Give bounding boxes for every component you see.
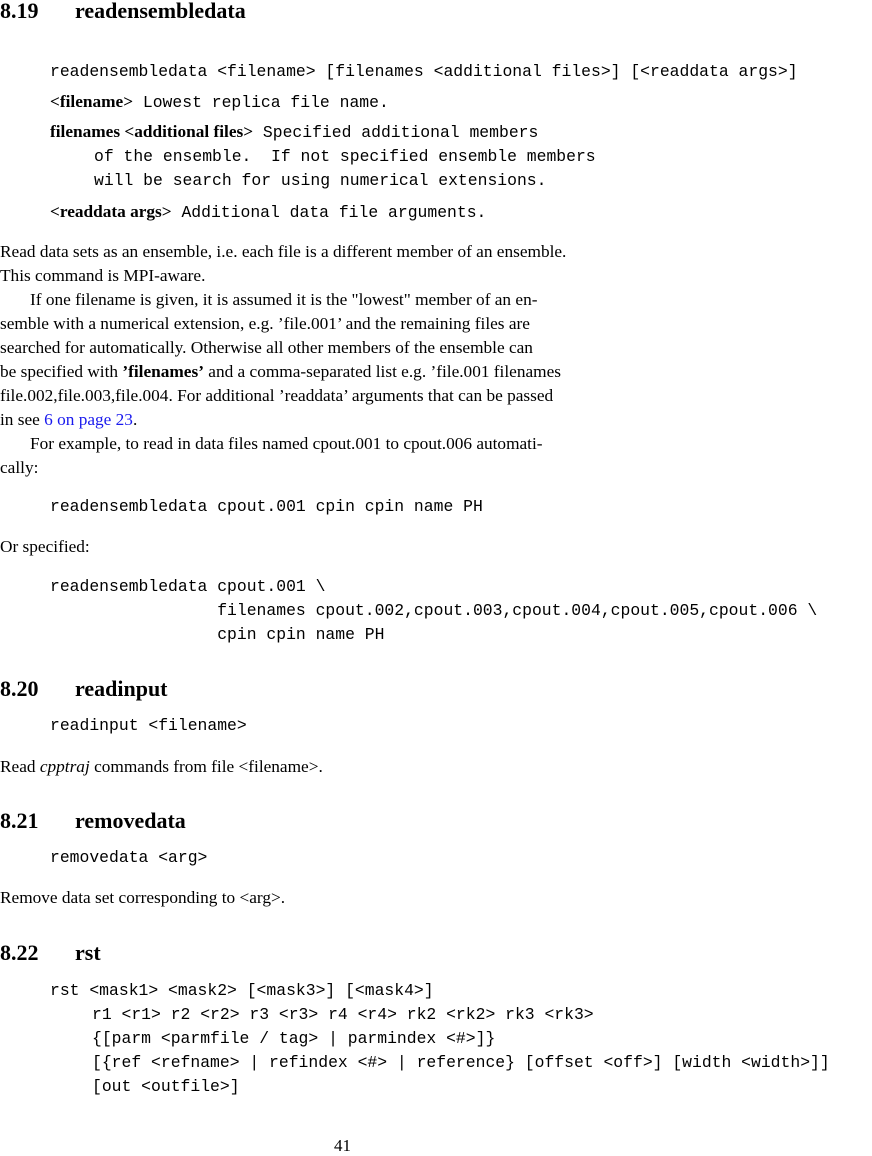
section-title: readensembledata <box>75 0 246 23</box>
example-command: readensembledata cpout.001 cpin cpin name PH <box>50 497 483 516</box>
section-number: 8.19 <box>0 0 39 23</box>
arg-name: <filename> <box>50 92 134 111</box>
text-fragment: in see <box>0 410 45 429</box>
text-line: If one filename is given, it is assumed it is the "lowest" member of an en- <box>30 290 538 309</box>
text-line: file.002,file.003,file.004. For additional ’readdata’ arguments that can be passed <box>0 386 554 405</box>
example-command-line: cpin cpin name PH <box>50 625 385 644</box>
arg-filenames-item <box>50 120 538 145</box>
rst-syntax-line: [{ref <refname> | refindex <#> | reference} [offset <off>] [width <width>]] <box>92 1053 830 1072</box>
readinput-description <box>0 755 323 779</box>
text-fragment: and a comma-separated list e.g. ’file.001 filenames <box>203 362 561 381</box>
program-name: cpptraj <box>39 757 90 776</box>
text-line: Read data sets as an ensemble, i.e. each file is a different member of an ensemble. <box>0 242 567 261</box>
arg-desc-line: of the ensemble. If not specified ensemble members <box>94 147 596 166</box>
arg-desc: Lowest replica file name. <box>133 93 389 112</box>
section-heading-8-22 <box>0 940 101 966</box>
section-title: rst <box>75 940 101 965</box>
removedata-syntax: removedata <arg> <box>50 848 208 867</box>
text-fragment: Read <box>0 757 40 776</box>
cross-reference-link[interactable]: 6 on page 23 <box>44 410 133 429</box>
section-title: readinput <box>75 676 168 701</box>
section-number: 8.22 <box>0 940 39 965</box>
text-line: cally: <box>0 458 39 477</box>
arg-readdata-args-item <box>50 200 486 225</box>
rst-syntax-line: [out <outfile>] <box>92 1077 240 1096</box>
text-line <box>0 360 687 384</box>
readinput-syntax: readinput <filename> <box>50 716 247 735</box>
or-specified-text: Or specified: <box>0 537 90 556</box>
section-heading-8-21 <box>0 808 186 834</box>
bold-keyword: ’filenames’ <box>122 362 204 381</box>
example-command-line: filenames cpout.002,cpout.003,cpout.004,cpout.005,cpout.006 \ <box>50 601 818 620</box>
arg-name: <readdata args> <box>50 202 172 221</box>
text-line: semble with a numerical extension, e.g. ’file.001’ and the remaining files are <box>0 314 530 333</box>
arg-name: filenames <additional files> <box>50 122 254 141</box>
arg-filename-item <box>50 90 389 115</box>
section-heading-8-20 <box>0 676 168 702</box>
rst-syntax-line: r1 <r1> r2 <r2> r3 <r3> r4 <r4> rk2 <rk2> rk3 <rk3> <box>92 1005 594 1024</box>
section-number: 8.21 <box>0 808 39 833</box>
text-line: searched for automatically. Otherwise all other members of the ensemble can <box>0 338 533 357</box>
rst-syntax-line: {[parm <parmfile / tag> | parmindex <#>]} <box>92 1029 496 1048</box>
text-fragment: . <box>132 410 138 429</box>
paragraph-description <box>0 240 687 480</box>
text-fragment: be specified with <box>0 362 123 381</box>
text-fragment: commands from file <filename>. <box>89 757 323 776</box>
section-number: 8.20 <box>0 676 39 701</box>
readensembledata-syntax: readensembledata <filename> [filenames <additional files>] [<readdata args>] <box>50 62 798 81</box>
text-line: This command is MPI-aware. <box>0 266 206 285</box>
text-line: For example, to read in data files named cpout.001 to cpout.006 automati- <box>30 434 543 453</box>
removedata-description: Remove data set corresponding to <arg>. <box>0 888 286 907</box>
example-command-line: readensembledata cpout.001 \ <box>50 577 326 596</box>
text-line <box>0 408 687 432</box>
arg-desc: Specified additional members <box>253 123 539 142</box>
rst-syntax-line: rst <mask1> <mask2> [<mask3>] [<mask4>] <box>50 981 434 1000</box>
arg-desc: Additional data file arguments. <box>171 203 487 222</box>
page-number: 41 <box>334 1136 351 1155</box>
section-title: removedata <box>75 808 186 833</box>
section-heading-8-19 <box>0 0 246 24</box>
arg-desc-line: will be search for using numerical extensions. <box>94 171 547 190</box>
